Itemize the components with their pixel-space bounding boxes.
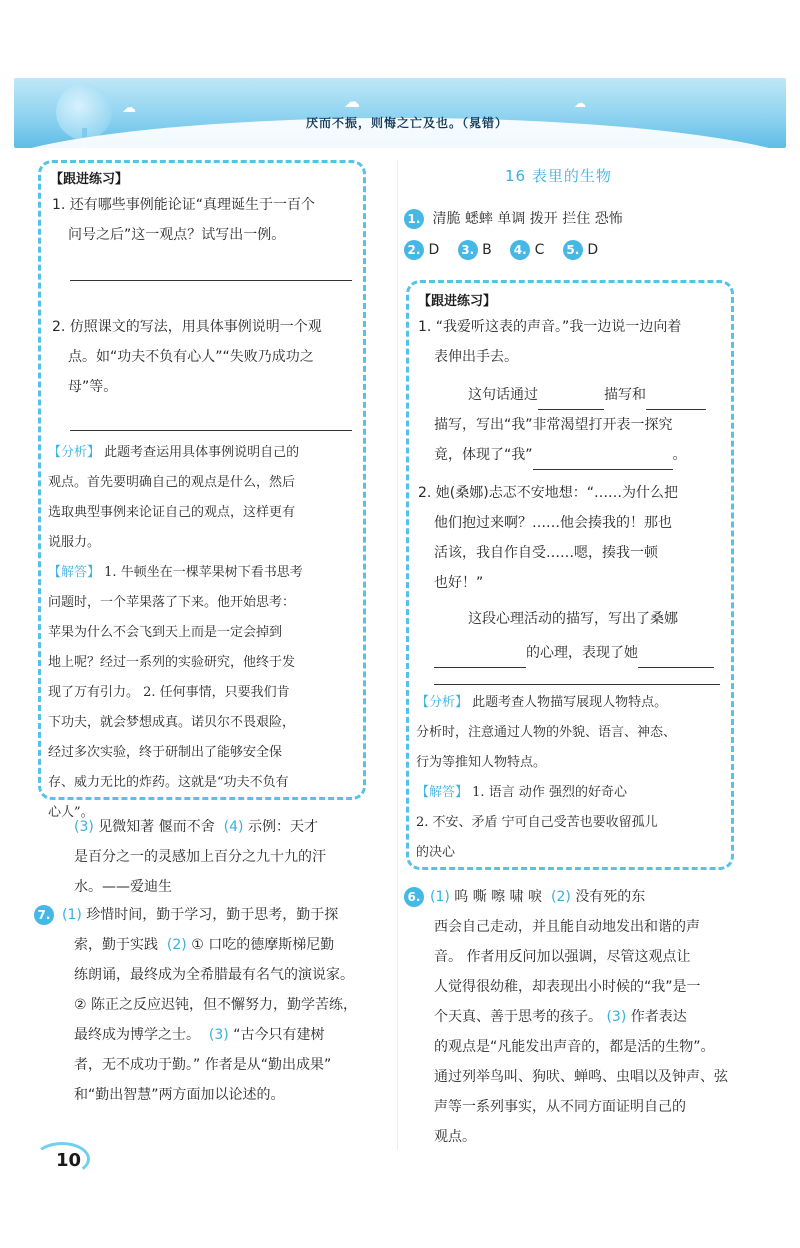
q6-badge: 6. [404, 886, 424, 907]
section-title: 16 表里的生物 [505, 167, 612, 185]
q7-answer: (1) 珍惜时间，勤于学习，勤于思考，勤于探 索，勤于实践 (2) ① 口吃的德摩斯梯尼勤 练朗诵，最终成为全希腊最有名气的演说家。 ② 陈正之反应迟钝，但不懈努力，勤学苦练， 最终成为博学之士。 (3) “古今只有建树 者，无不成功于勤。” 作者是从“勤出成果” 和“勤出智慧”两方面加以论述的。 [62, 907, 357, 1103]
header-motto: 厌而不振，则悔之亡及也。（晁错） [305, 116, 508, 130]
fill-blank[interactable] [434, 650, 526, 668]
fill-blank[interactable] [533, 452, 673, 470]
left-q2-answer-line [70, 430, 352, 431]
left-q2: 2. 仿照课文的写法，用具体事例说明一个观 点。如“功夫不负有心人”“失败乃成功之 母”等。 [52, 319, 322, 395]
cloud-icon: ☁ [574, 96, 586, 110]
q7-badge: 7. [34, 904, 54, 925]
right-q2-answer-line [434, 684, 720, 685]
right-q2: 2. 她(桑娜)忐忑不安地想：“……为什么把 他们抱过来啊？……他会揍我的！那也 活该，我自作自受……嗯，揍我一顿 也好！” 这段心理活动的描写，写出了桑娜 的心理，表现了她 [418, 478, 730, 668]
page-number: 10 [56, 1150, 82, 1171]
left-after-box: (3) 见微知著 偃而不舍 (4) 示例：天才 是百分之一的灵感加上百分之九十九的汗 水。——爱迪生 [74, 819, 326, 895]
header-banner [14, 78, 786, 148]
left-q1-answer-line [70, 280, 352, 281]
fill-blank[interactable] [646, 392, 706, 410]
column-divider [397, 160, 398, 1150]
fill-blank[interactable] [638, 650, 714, 668]
fill-blank[interactable] [538, 392, 604, 410]
right-q1: 1. “我爱听这表的声音。”我一边说一边向着 表伸出手去。 这句话通过 描写和 描写，写出“我”非常渴望打开表一探究 竟，体现了“我” 。 [418, 312, 730, 470]
right-analysis: 【分析】 此题考查人物描写展现人物特点。 分析时，注意通过人物的外貌、语言、神态、 行为等推知人物特点。 [416, 695, 677, 770]
q6-answer: (1) 呜 嘶 嚓 啸 唳 (2) 没有死的东 西会自己走动，并且能自动地发出和谐的声 音。 作者用反问加以强调，尽管这观点让 人觉得很幼稚，却表现出小时候的“我”是一 个天真、善于思考的孩子。 (3) 作者表达 的观点是“凡能发出声音的，都是活的生物”。 通过列举鸟叫、狗吠、蝉鸣、虫唱以及钟声、弦 声等一系列事实，从不同方面证明自己的 观点。 [430, 889, 728, 1145]
right-a1: 1. 清脆 蟋蟀 单调 拨开 拦住 恐怖 [404, 208, 623, 229]
right-a2-row: 2. D 3. B 4. C 5. D [404, 240, 598, 260]
cloud-icon: ☁ [344, 92, 360, 111]
right-practice-tag: 【跟进练习】 [418, 294, 497, 309]
left-analysis: 【分析】 此题考查运用具体事例说明自己的 观点。首先要明确自己的观点是什么，然后 选取典型事例来论证自己的观点，这样更有 说服力。 [48, 445, 300, 550]
cloud-icon: ☁ [122, 100, 136, 116]
right-answer: 【解答】 1. 语言 动作 强烈的好奇心 2. 不安、矛盾 宁可自己受苦也要收留孤儿 的决心 [416, 785, 658, 860]
left-answer: 【解答】 1. 牛顿坐在一棵苹果树下看书思考 问题时，一个苹果落了下来。他开始思考： 苹果为什么不会飞到天上而是一定会掉到 地上呢？经过一系列的实验研究，他终于发 现了万有引力。 2. 任何事情，只要我们肯 下功夫，就会梦想成真。诺贝尔不畏艰险， 经过多次实验，终于研制出了能够安全保 存、威力无比的炸药。这就是“功夫不负有 心人”。 [48, 565, 303, 820]
left-practice-tag: 【跟进练习】 [50, 172, 129, 187]
left-q1: 1. 还有哪些事例能论证“真理诞生于一百个 问号之后”这一观点？试写出一例。 [52, 197, 316, 243]
